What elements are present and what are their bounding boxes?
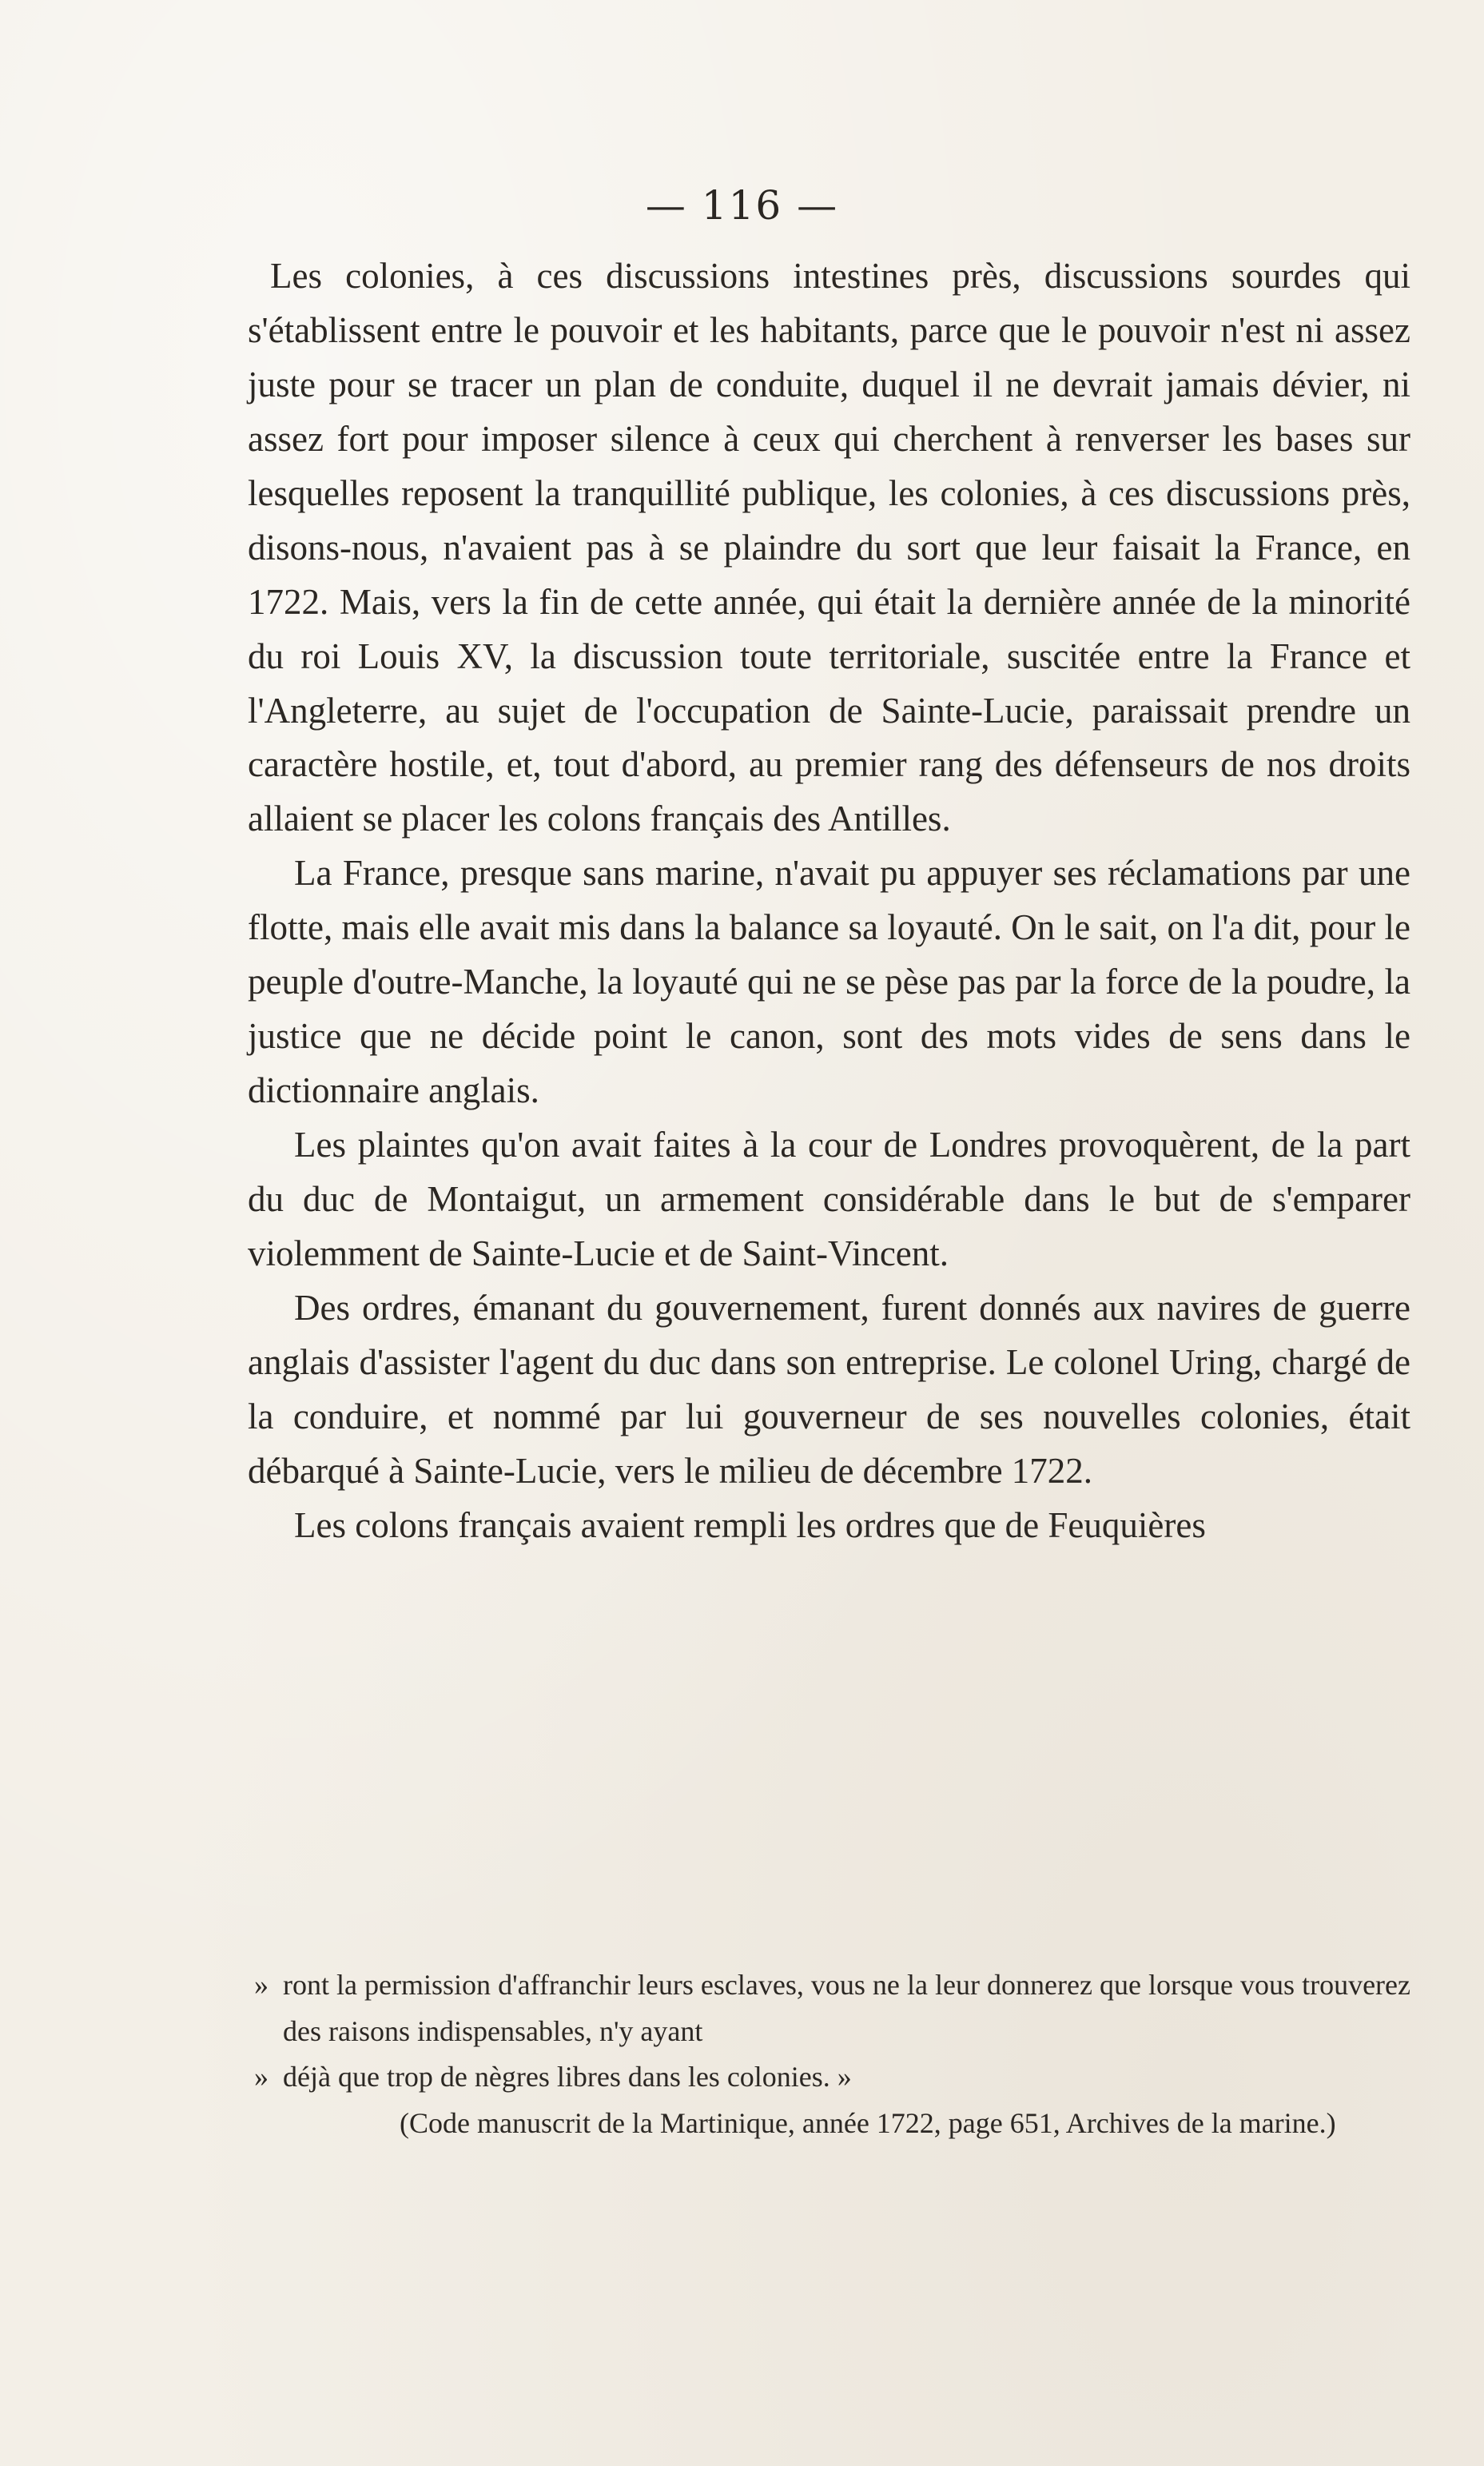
footnote-quote-mark: »	[254, 1969, 269, 2001]
footnote-text: ront la permission d'affranchir leurs esclaves, vous ne la leur donnerez que lorsque vous trouverez des raisons indispensables, n'y ayant	[283, 1969, 1410, 2047]
paragraph-3: Les plaintes qu'on avait faites à la cour de Londres provoquèrent, de la part du duc de Montaigut, un armement considérable dans le but de s'emparer violemment de Sainte-Lucie et de Saint-Vincent.	[248, 1125, 1410, 1273]
paragraph-4: Des ordres, émanant du gouvernement, furent donnés aux navires de guerre anglais d'assister l'agent du duc dans son entreprise. Le colonel Uring, chargé de la conduire, et nommé par lui gouverneur de ses nouvelles colonies, était débarqué à Sainte-Lucie, vers le milieu de décembre 1722.	[248, 1287, 1410, 1491]
paragraph-2: La France, presque sans marine, n'avait pu appuyer ses réclamations par une flotte, mais elle avait mis dans la balance sa loyauté. On le sait, on l'a dit, pour le peuple d'outre-Manche, la loyauté qui ne se pèse pas par la force de la poudre, la justice que ne décide point le canon, sont des mots vides de sens dans le dictionnaire anglais.	[248, 853, 1410, 1111]
footnote-citation: (Code manuscrit de la Martinique, année 1722, page 651, Archives de la marine.)	[400, 2106, 1336, 2139]
paragraph-5: Les colons français avaient rempli les ordres que de Feuquières	[294, 1504, 1206, 1545]
footnote-text: déjà que trop de nègres libres dans les colonies. »	[283, 2061, 852, 2094]
paragraph-1: Les colonies, à ces discussions intestines près, discussions sourdes qui s'établissent entre le pouvoir et les habitants, parce que le pouvoir n'est ni assez juste pour se tracer un plan de conduite, duquel il ne devrait jamais dévier, ni assez fort pour imposer silence à ceux qui cherchent à renverser les bases sur lesquelles reposent la tranquillité publique, les colonies, à ces discussions près, disons-nous, n'avaient pas à se plaindre du sort que leur faisait la France, en 1722. Mais, vers la fin de cette année, qui était la dernière année de la minorité du roi Louis XV, la discussion toute territoriale, suscitée entre la France et l'Angleterre, au sujet de l'occupation de Sainte-Lucie, paraissait prendre un caractère hostile, et, tout d'abord, au premier rang des défenseurs de nos droits allaient se placer les colons français des Antilles.	[248, 256, 1410, 839]
main-text	[248, 249, 1410, 1553]
footnote-line	[248, 1962, 1410, 2054]
footnote-line	[248, 2054, 1410, 2101]
page-number: — 116 —	[645, 182, 839, 229]
footnote	[248, 1962, 1410, 2146]
footnote-quote-mark: »	[254, 2061, 269, 2094]
